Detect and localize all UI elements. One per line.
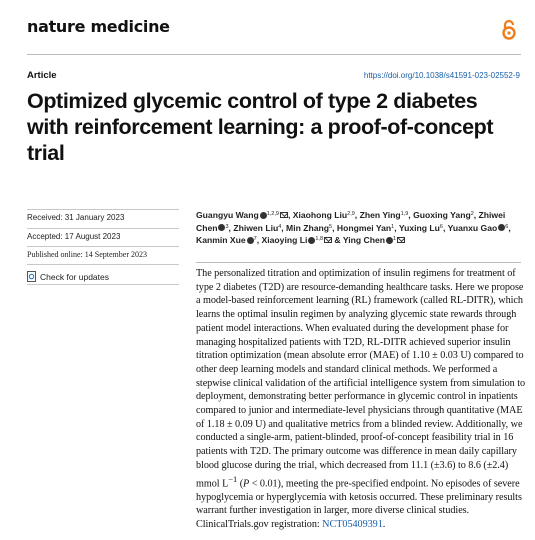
- author-name: Min Zhang: [286, 222, 330, 233]
- author-name: Zhiwen Liu: [233, 222, 279, 233]
- article-title: Optimized glycemic control of type 2 diabetes with reinforcement learning: a proof-of-concept trial: [27, 89, 494, 165]
- meta-divider: [27, 209, 179, 210]
- author[interactable]: [448, 223, 509, 233]
- author-affiliation: 7: [253, 236, 257, 242]
- abstract-text-cont: < 0.01), meeting the pre-specified endpoint. No episodes of severe hypoglycemia or hyperglycemia with ketosis occurred. These preliminary results warrant further investigation in larger, more diverse clinical studies. ClinicalTrials.gov registration:: [196, 477, 522, 531]
- author[interactable]: [334, 235, 405, 245]
- published-date: Published online: 14 September 2023: [27, 250, 147, 259]
- abstract-divider: [196, 262, 521, 263]
- author-list: Guangyu Wang $^{1,2,9}$ , Xiaohong Liu$^{2,9}$, Zhen Ying$^{1,9}$, Guoxing Yang$^2$, Zhiwei Chen $^3$, Zhiwen Liu$^4$, Min Zhang$^5$, Hongmei Yan$^1$, Yuxing Lu$^6$, Yuanxu Gao $^6$, Kanmin Xue $^7$, Xiaoying Li $^{1,8}$ & Ying Chen $^1$: [196, 210, 511, 245]
- meta-divider: [27, 264, 179, 265]
- author-affiliation: 5: [329, 223, 333, 230]
- trial-registration-link[interactable]: NCT05409391: [322, 519, 383, 531]
- author-affiliation: 6: [505, 223, 509, 230]
- author[interactable]: [360, 210, 409, 220]
- p-symbol: P: [243, 477, 250, 489]
- author-affiliation: 2,9: [347, 211, 355, 217]
- journal-name: nature medicine: [27, 17, 170, 36]
- author[interactable]: [399, 223, 443, 233]
- p-open: (: [237, 477, 244, 489]
- check-updates-icon: [27, 271, 36, 282]
- author-affiliation: 1: [393, 236, 397, 242]
- received-date: Received: 31 January 2023: [27, 213, 125, 222]
- author-name: Hongmei Yan: [336, 222, 392, 233]
- author-affiliation: 3: [225, 223, 229, 230]
- doi-link[interactable]: https://doi.org/10.1038/s41591-023-02552-9: [363, 71, 520, 80]
- email-icon[interactable]: [324, 237, 332, 243]
- unit-superscript: −1: [228, 473, 238, 484]
- author-name: Yuxing Lu: [398, 222, 440, 233]
- author[interactable]: [196, 210, 288, 220]
- author-affiliation: 1,9: [400, 211, 409, 217]
- meta-divider: [27, 246, 179, 247]
- author[interactable]: [286, 223, 332, 233]
- author[interactable]: [196, 235, 257, 245]
- author[interactable]: [233, 223, 281, 233]
- author-name: Zhiwei Chen: [196, 210, 506, 233]
- author-affiliation: 1,2,9: [266, 211, 279, 217]
- accepted-date: Accepted: 17 August 2023: [27, 232, 121, 241]
- author-name: Yuanxu Gao: [447, 222, 498, 233]
- orcid-icon[interactable]: [386, 237, 393, 244]
- author[interactable]: [413, 210, 474, 220]
- email-icon[interactable]: [280, 212, 288, 218]
- author-affiliation: 6: [439, 223, 443, 230]
- orcid-icon[interactable]: [260, 212, 267, 219]
- author-affiliation: 1,8: [315, 236, 324, 242]
- author-name: Kanmin Xue: [196, 235, 246, 245]
- author-affiliation: 2: [470, 211, 474, 217]
- author-name: & Ying Chen: [334, 235, 386, 245]
- author-name: Xiaohong Liu: [292, 210, 348, 220]
- header-divider: [27, 54, 521, 55]
- meta-divider: [27, 228, 179, 229]
- abstract-end: .: [382, 519, 386, 531]
- orcid-icon[interactable]: [247, 237, 254, 244]
- check-for-updates-button[interactable]: [27, 271, 109, 282]
- author-name: Xiaoying Li: [261, 235, 308, 245]
- abstract: [196, 267, 528, 532]
- author[interactable]: [293, 210, 355, 220]
- email-icon[interactable]: [397, 237, 405, 243]
- abstract-text: The personalized titration and optimization of insulin regimens for treatment of type 2 diabetes (T2D) are resource-demanding healthcare tasks. Here we propose a model-based reinforcement learning (RL) framework (called RL-DITR), which learns the optimal insulin regimen by analyzing glycemic state rewards through patient model interactions. When evaluated during the development phase for managing hospitalized patients with T2D, RL-DITR achieved superior insulin titration optimization (mean absolute error (MAE) of 1.10 ± 0.03 U) compared to other deep learning models and standard clinical methods. We performed a stepwise clinical validation of the artificial intelligence system from simulation to deployment, demonstrating better performance in glycemic control in inpatients compared to junior and intermediate-level physicians through quantitative (MAE of 1.18 ± 0.09 U) and qualitative metrics from a blinded review. Additionally, we conducted a single-arm, patient-blinded, proof-of-concept feasibility trial in 16 patients with T2D. The primary outcome was difference in mean daily capillary blood glucose during the trial, which decreased from 11.1 (±3.6) to 8.6 (±2.4) mmol L: [196, 268, 526, 489]
- article-type: Article: [27, 70, 57, 81]
- author-affiliation: 4: [278, 223, 282, 230]
- author-name: Zhen Ying: [359, 210, 401, 220]
- author-name: Guoxing Yang: [413, 210, 471, 220]
- open-access-icon: [501, 19, 517, 41]
- author[interactable]: [262, 235, 333, 245]
- author[interactable]: [337, 223, 394, 233]
- author-name: Guangyu Wang: [196, 210, 259, 220]
- author-affiliation: 1: [391, 223, 395, 230]
- check-updates-label: Check for updates: [40, 271, 109, 282]
- meta-divider: [27, 284, 179, 285]
